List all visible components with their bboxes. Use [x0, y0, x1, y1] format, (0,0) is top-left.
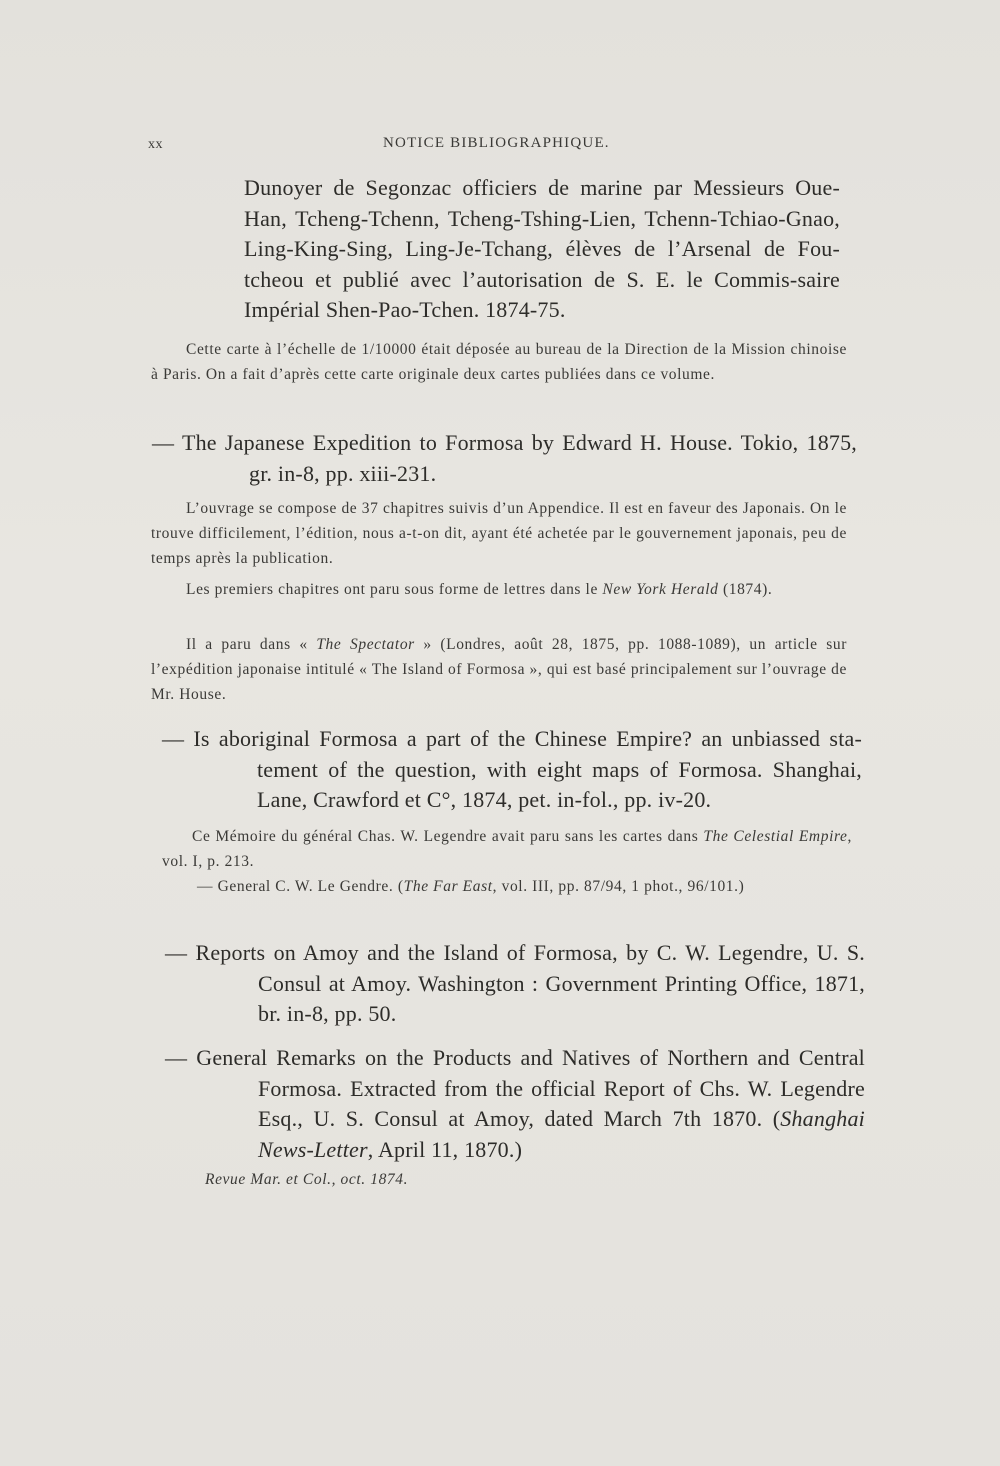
page-number: xx: [148, 137, 163, 152]
italic-title: The Far East: [403, 878, 493, 895]
entry-note: [205, 1167, 845, 1192]
running-head-title: NOTICE BIBLIOGRAPHIQUE.: [383, 135, 610, 151]
entry-note-text: — General C. W. Le Gendre. (The Far East, vol. III, pp. 87/94, 1 phot., 96/101.): [197, 878, 745, 895]
entry-title: [165, 938, 865, 1030]
entry-note: [151, 337, 847, 387]
italic-title: The Spectator: [316, 636, 415, 653]
entry-note-text: Ce Mémoire du général Chas. W. Legendre avait paru sans les cartes dans The Celestial Empire, vol. I, p. 213.: [162, 828, 852, 870]
entry-note: [162, 824, 852, 874]
entry-note-text: Il a paru dans « The Spectator » (Londres, août 28, 1875, pp. 1088-1089), un article sur l’expédition japonaise intitulé « The Island of Formosa », qui est basé principalement sur l’ouvrage de Mr. House.: [151, 636, 847, 703]
entry-note: [151, 496, 847, 571]
entry-note-text: Cette carte à l’échelle de 1/10000 était déposée au bureau de la Direction de la Mission chinoise à Paris. On a fait d’après cette carte originale deux cartes publiées dans ce volume.: [151, 341, 847, 383]
running-head: [0, 133, 1000, 157]
entry-note: [151, 577, 847, 602]
entry-title: [152, 428, 856, 489]
entry-title-text: — Reports on Amoy and the Island of Formosa, by C. W. Legendre, U. S. Consul at Amoy. Washington : Government Printing Office, 1871, br. in-8, pp. 50.: [165, 940, 865, 1026]
entry-title-text: — General Remarks on the Products and Natives of Northern and Central Formosa. Extracted from the official Report of Chs. W. Legendre Esq., U. S. Consul at Amoy, dated March 7th 1870. (Shanghai News-Letter, April 11, 1870.): [165, 1045, 865, 1162]
entry-title-text: — Is aboriginal Formosa a part of the Chinese Empire? an unbiassed sta-tement of the question, with eight maps of Formosa. Shanghai, Lane, Crawford et C°, 1874, pet. in-fol., pp. iv-20.: [162, 726, 862, 812]
entry-title: [165, 1043, 865, 1165]
entry-note-text: Revue Mar. et Col., oct. 1874.: [205, 1171, 409, 1188]
entry-note: [162, 874, 852, 899]
entry-note: [151, 632, 847, 707]
entry-title-text: — The Japanese Expedition to Formosa by Edward H. House. Tokio, 1875, gr. in-8, pp. xiii-231.: [152, 430, 857, 486]
entry-note-text: L’ouvrage se compose de 37 chapitres suivis d’un Appendice. Il est en faveur des Japonais. On le trouve difficilement, l’édition, nous a-t-on dit, ayant été achetée par le gouvernement japonais, peu de temps après la publication.: [151, 500, 847, 567]
italic-title: Shanghai News-Letter: [258, 1106, 865, 1162]
entry-note-text: Les premiers chapitres ont paru sous forme de lettres dans le New York Herald (1874).: [186, 581, 773, 598]
entry-title: [244, 173, 840, 326]
italic-title: The Celestial Empire: [703, 828, 848, 845]
entry-title-text: Dunoyer de Segonzac officiers de marine par Messieurs Oue-Han, Tcheng-Tchenn, Tcheng-Tshing-Lien, Tchenn-Tchiao-Gnao, Ling-King-Sing, Ling-Je-Tchang, élèves de l’Arsenal de Fou-tcheou et publié avec l’autorisation de S. E. le Commis-saire Impérial Shen-Pao-Tchen. 1874-75.: [244, 175, 840, 322]
entry-title: [162, 724, 862, 816]
italic-title: New York Herald: [602, 581, 719, 598]
